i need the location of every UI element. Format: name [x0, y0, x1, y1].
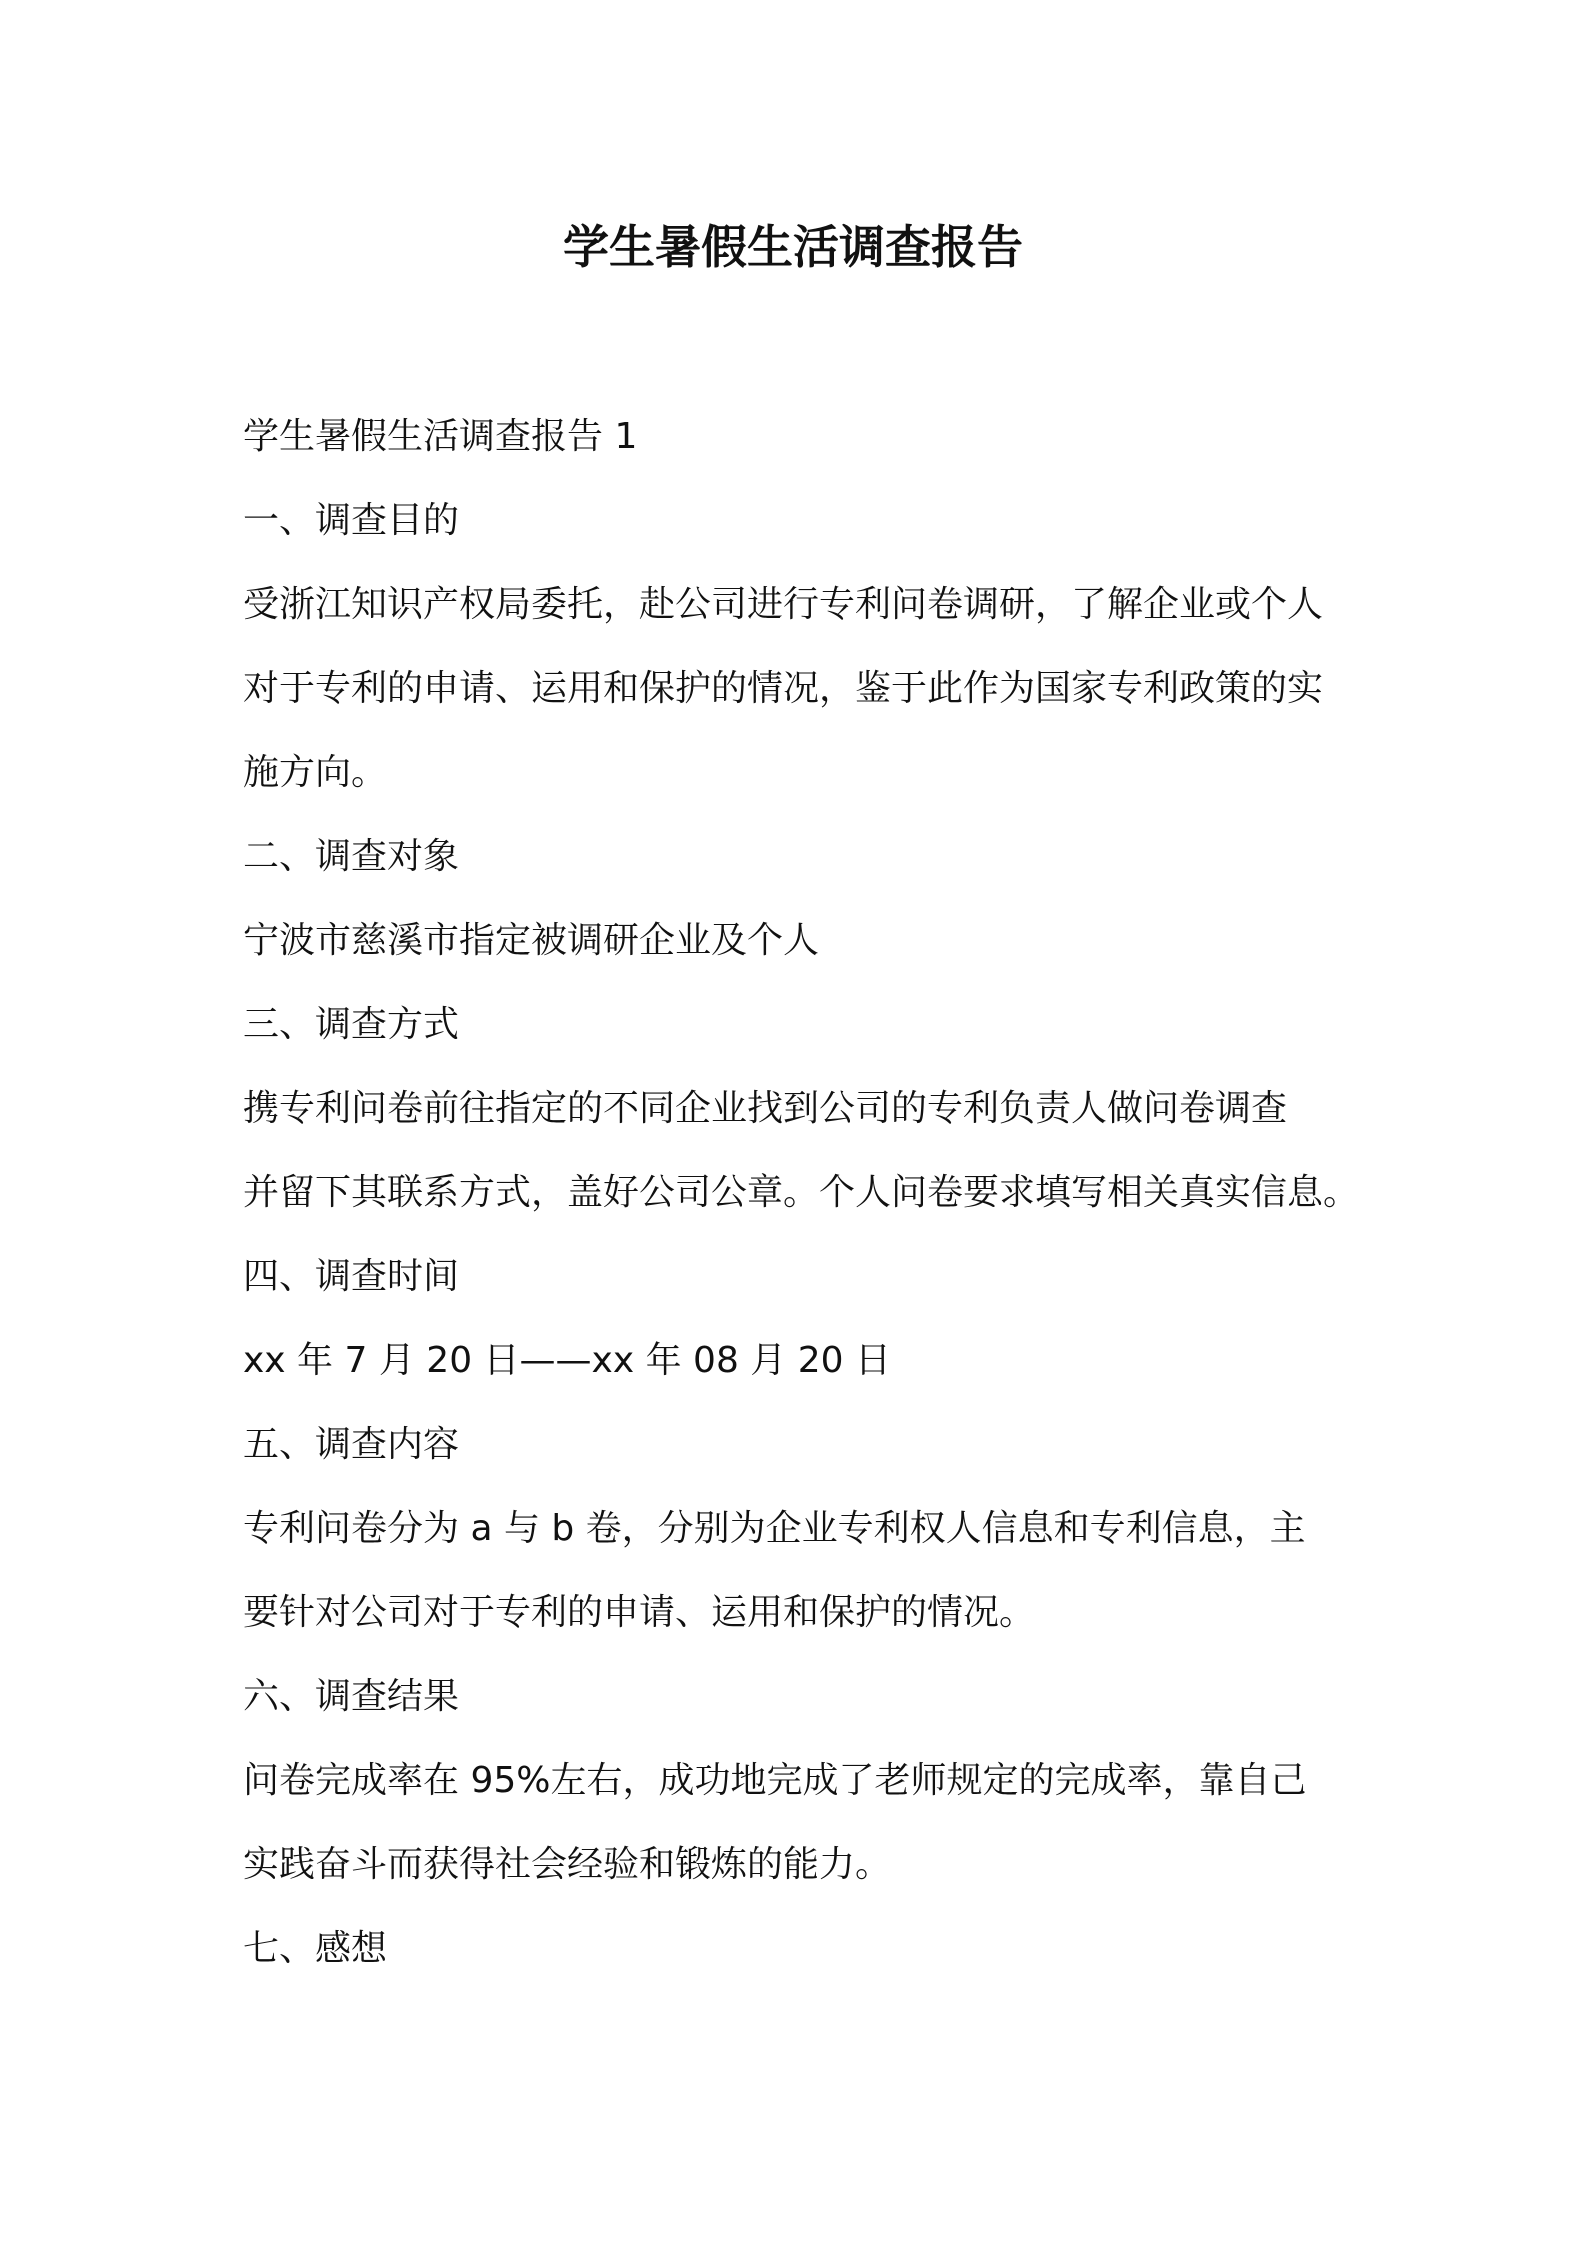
paragraph-line: xx 年 7 月 20 日——xx 年 08 月 20 日	[243, 1340, 891, 1381]
document-body	[243, 395, 1363, 1991]
paragraph-line: 施方向。	[243, 752, 388, 793]
paragraph-line: 实践奋斗而获得社会经验和锻炼的能力。	[243, 1844, 892, 1885]
report-subtitle: 学生暑假生活调查报告 1	[243, 416, 638, 457]
paragraph-line: 宁波市慈溪市指定被调研企业及个人	[243, 920, 820, 961]
paragraph-line: 受浙江知识产权局委托，赴公司进行专利问卷调研，了解企业或个人	[243, 584, 1324, 625]
section-heading-method: 三、调查方式	[243, 1004, 460, 1045]
section-heading-content: 五、调查内容	[243, 1424, 460, 1465]
section-heading-purpose: 一、调查目的	[243, 500, 460, 541]
paragraph-line: 专利问卷分为 a 与 b 卷，分别为企业专利权人信息和专利信息，主	[243, 1508, 1306, 1549]
paragraph-line: 要针对公司对于专利的申请、运用和保护的情况。	[243, 1592, 1036, 1633]
section-heading-result: 六、调查结果	[243, 1676, 460, 1717]
paragraph-line: 携专利问卷前往指定的不同企业找到公司的专利负责人做问卷调查	[243, 1088, 1288, 1129]
paragraph-line: 并留下其联系方式，盖好公司公章。个人问卷要求填写相关真实信息。	[243, 1172, 1360, 1213]
paragraph-line: 问卷完成率在 95%左右，成功地完成了老师规定的完成率，靠自己	[243, 1760, 1307, 1801]
document-title: 学生暑假生活调查报告	[563, 220, 1023, 274]
section-heading-subject: 二、调查对象	[243, 836, 460, 877]
section-heading-reflection: 七、感想	[243, 1928, 388, 1969]
section-heading-time: 四、调查时间	[243, 1256, 460, 1297]
paragraph-line: 对于专利的申请、运用和保护的情况，鉴于此作为国家专利政策的实	[243, 668, 1324, 709]
